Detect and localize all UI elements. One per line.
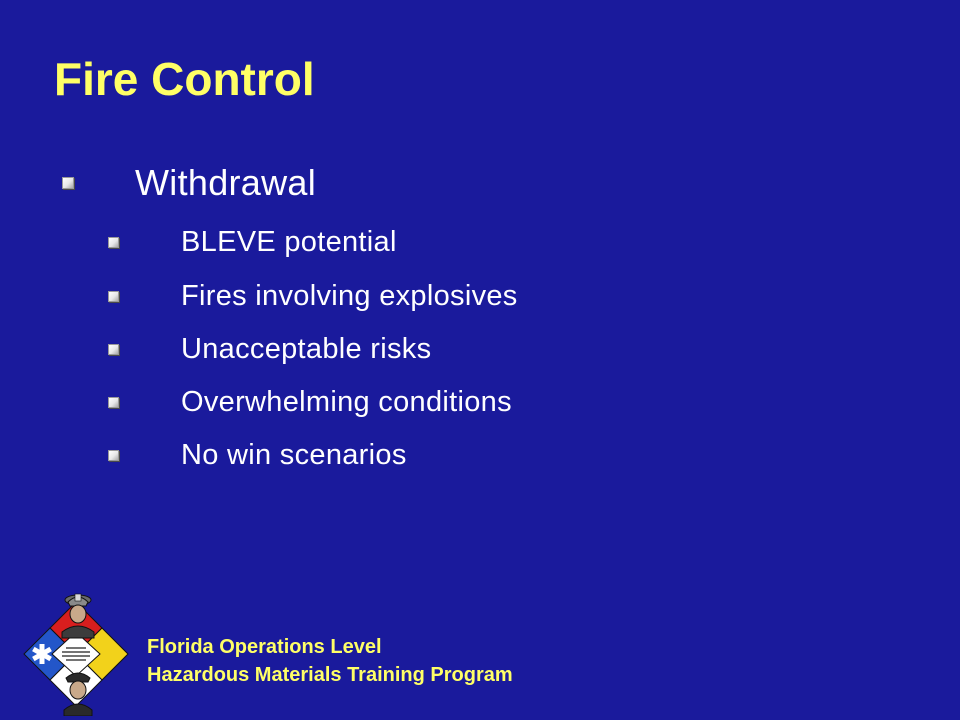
- sub-bullet-text: No win scenarios: [181, 439, 407, 471]
- sub-bullet-text: Fires involving explosives: [181, 280, 518, 312]
- square-bullet-icon: [108, 291, 119, 302]
- square-bullet-icon: [108, 450, 119, 461]
- sub-bullet: [108, 333, 431, 366]
- square-bullet-icon: [108, 344, 119, 355]
- sub-bullet: [108, 439, 407, 472]
- footer: [147, 633, 513, 689]
- sub-bullet: [108, 280, 518, 313]
- sub-bullet-text: Overwhelming conditions: [181, 386, 512, 418]
- sub-bullet-text: Unacceptable risks: [181, 333, 432, 365]
- footer-line-2: Hazardous Materials Training Program: [147, 664, 513, 686]
- square-bullet-icon: [62, 177, 74, 189]
- square-bullet-icon: [108, 237, 119, 248]
- sub-bullet-text: BLEVE potential: [181, 226, 397, 258]
- footer-line-1: Florida Operations Level: [147, 636, 382, 658]
- hazmat-diamond-firefighter-logo: [14, 592, 138, 716]
- main-bullet-text: Withdrawal: [135, 162, 317, 203]
- sub-bullet: [108, 386, 512, 419]
- slide-title: Fire Control: [54, 53, 315, 105]
- sub-bullet: [108, 226, 397, 259]
- square-bullet-icon: [108, 397, 119, 408]
- main-bullet: [62, 162, 316, 204]
